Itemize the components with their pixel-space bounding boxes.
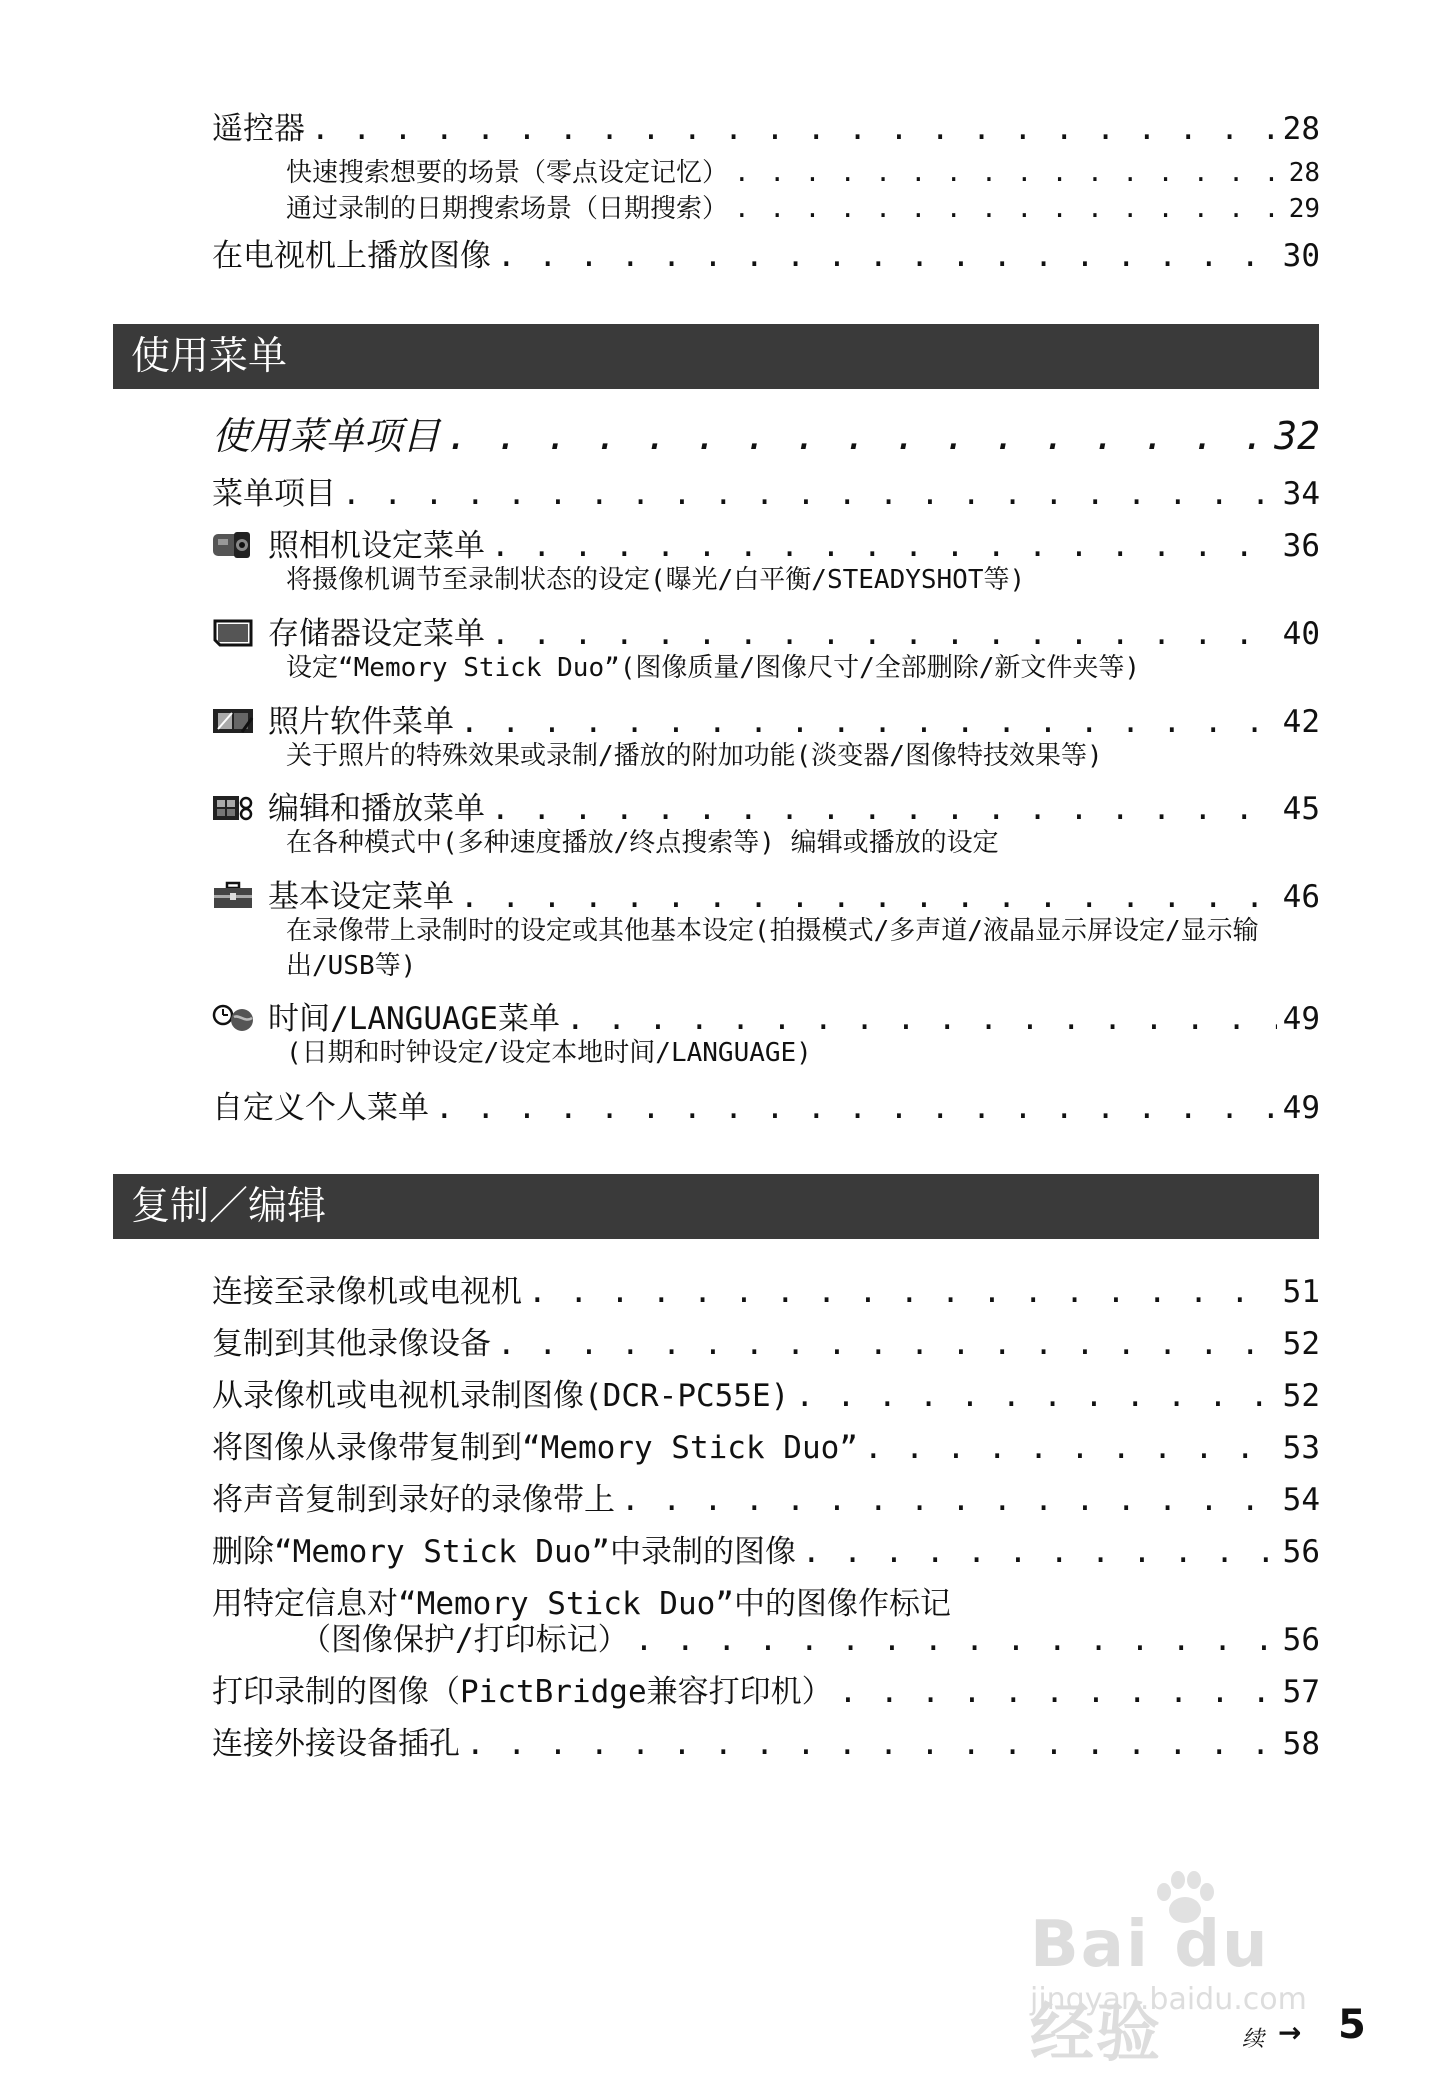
toc-entry-connect-vcr-tv[interactable] — [212, 1266, 1320, 1311]
entry-page: 42 — [1282, 704, 1320, 740]
edit-playback-icon — [212, 793, 254, 823]
leader-dots — [466, 1726, 1277, 1762]
arrow-right-icon: → — [1278, 2016, 1302, 2049]
continued-label: 续 — [1242, 2027, 1265, 2052]
entry-page: 28 — [1282, 111, 1320, 147]
leader-dots — [491, 791, 1277, 827]
entry-title: 编辑和播放菜单 — [268, 791, 485, 827]
entry-page: 28 — [1288, 158, 1320, 188]
toc-entry-time-language-menu[interactable] — [212, 993, 1320, 1038]
entry-title: 基本设定菜单 — [268, 879, 454, 915]
entry-title: 将图像从录像带复制到“Memory Stick Duo” — [212, 1430, 858, 1466]
leader-dots — [839, 1674, 1277, 1710]
toc-entry-date-search[interactable] — [286, 188, 1320, 225]
toc-entry-record-from-vcr[interactable] — [212, 1370, 1320, 1415]
leader-dots — [864, 1430, 1277, 1466]
picture-application-icon — [212, 706, 254, 736]
entry-title: 将声音复制到录好的录像带上 — [212, 1482, 615, 1518]
leader-dots — [446, 414, 1268, 458]
leader-dots — [795, 1378, 1276, 1414]
camera-set-icon — [212, 530, 254, 560]
page-number: 5 — [1338, 2002, 1366, 2048]
toolbox-icon — [212, 881, 254, 911]
entry-page: 34 — [1282, 476, 1320, 512]
entry-page: 36 — [1282, 528, 1320, 564]
entry-page: 49 — [1282, 1090, 1320, 1126]
entry-page: 52 — [1282, 1326, 1320, 1362]
toc-entry-picture-application-menu[interactable] — [212, 696, 1320, 741]
leader-dots — [435, 1090, 1277, 1126]
entry-title: 时间/LANGUAGE菜单 — [268, 1001, 560, 1037]
leader-dots — [621, 1482, 1277, 1518]
entry-description: 将摄像机调节至录制状态的设定(曝光/白平衡/STEADYSHOT等) — [286, 565, 1026, 595]
section-heading-dubbing-editing: 复制／编辑 — [113, 1174, 1319, 1239]
clock-globe-icon — [212, 1003, 254, 1033]
entry-title: 快速搜索想要的场景（零点设定记忆） — [286, 158, 729, 188]
leader-dots — [497, 238, 1277, 274]
entry-title: 照相机设定菜单 — [268, 528, 485, 564]
toc-entry-play-on-tv[interactable] — [212, 230, 1320, 275]
toc-entry-external-jacks[interactable] — [212, 1718, 1320, 1763]
leader-dots — [342, 476, 1277, 512]
entry-title: 从录像机或电视机录制图像(DCR-PC55E) — [212, 1378, 790, 1414]
entry-title: 打印录制的图像（PictBridge兼容打印机） — [212, 1674, 833, 1710]
entry-page: 29 — [1288, 194, 1320, 224]
leader-dots — [460, 879, 1277, 915]
entry-title: 通过录制的日期搜索场景（日期搜索） — [286, 194, 729, 224]
baidu-watermark — [1030, 1870, 1350, 2071]
entry-page: 56 — [1282, 1622, 1320, 1658]
entry-page: 54 — [1282, 1482, 1320, 1518]
toc-entry-menu-items[interactable] — [212, 468, 1320, 513]
entry-page: 52 — [1282, 1378, 1320, 1414]
leader-dots — [528, 1274, 1277, 1310]
entry-title: 使用菜单项目 — [212, 414, 441, 458]
section-heading-using-menu: 使用菜单 — [113, 324, 1319, 389]
entry-description: 在录像带上录制时的设定或其他基本设定(拍摄模式/多声道/液晶显示屏设定/显示输出/USB等) — [286, 916, 1259, 981]
toc-entry-edit-playback-menu[interactable] — [212, 783, 1320, 828]
toc-entry-personal-menu[interactable] — [212, 1082, 1320, 1127]
entry-page: 40 — [1282, 616, 1320, 652]
toc-entry-delete-images[interactable] — [212, 1526, 1320, 1571]
entry-page: 49 — [1282, 1001, 1320, 1037]
entry-title: （图像保护/打印标记） — [300, 1622, 629, 1658]
memory-stick-icon — [212, 618, 254, 648]
leader-dots — [311, 111, 1277, 147]
entry-page: 56 — [1282, 1534, 1320, 1570]
leader-dots — [491, 528, 1277, 564]
entry-title: 照片软件菜单 — [268, 704, 454, 740]
leader-dots — [635, 1622, 1277, 1658]
entry-title: 连接外接设备插孔 — [212, 1726, 460, 1762]
leader-dots — [566, 1001, 1277, 1037]
leader-dots — [734, 158, 1283, 188]
entry-page: 30 — [1282, 238, 1320, 274]
entry-page: 46 — [1282, 879, 1320, 915]
entry-description: (日期和时钟设定/设定本地时间/LANGUAGE) — [286, 1038, 812, 1068]
entry-page: 51 — [1282, 1274, 1320, 1310]
entry-description: 关于照片的特殊效果或录制/播放的附加功能(淡变器/图像特技效果等) — [286, 741, 1103, 771]
watermark-url: jingyan.baidu.com — [1030, 1982, 1307, 2017]
leader-dots — [460, 704, 1277, 740]
entry-page: 32 — [1274, 414, 1320, 458]
entry-title: 删除“Memory Stick Duo”中录制的图像 — [212, 1534, 796, 1570]
toc-entry-audio-dubbing[interactable] — [212, 1474, 1320, 1519]
entry-title: 存储器设定菜单 — [268, 616, 485, 652]
toc-entry-camera-set-menu[interactable] — [212, 520, 1320, 565]
entry-description: 设定“Memory Stick Duo”(图像质量/图像尺寸/全部删除/新文件夹等) — [286, 653, 1141, 683]
entry-page: 58 — [1282, 1726, 1320, 1762]
toc-entry-dub-to-other-device[interactable] — [212, 1318, 1320, 1363]
toc-entry-memory-stick-set-menu[interactable] — [212, 608, 1320, 653]
leader-dots — [497, 1326, 1277, 1362]
toc-entry-dub-tape-to-stick[interactable] — [212, 1422, 1320, 1467]
leader-dots — [491, 616, 1277, 652]
watermark-brand: Bai du 经验 — [1030, 1908, 1270, 2071]
entry-title: 用特定信息对“Memory Stick Duo”中的图像作标记 — [212, 1586, 951, 1622]
entry-page: 53 — [1282, 1430, 1320, 1466]
entry-title: 自定义个人菜单 — [212, 1090, 429, 1126]
entry-title: 遥控器 — [212, 111, 305, 147]
entry-title: 复制到其他录像设备 — [212, 1326, 491, 1362]
entry-title: 连接至录像机或电视机 — [212, 1274, 522, 1310]
entry-title: 菜单项目 — [212, 476, 336, 512]
leader-dots — [802, 1534, 1277, 1570]
toc-entry-using-menu-items[interactable] — [212, 405, 1320, 460]
entry-page: 45 — [1282, 791, 1320, 827]
toc-entry-mark-images-line2[interactable] — [300, 1614, 1320, 1659]
toc-entry-print-images[interactable] — [212, 1666, 1320, 1711]
toc-entry-zero-set-memory[interactable] — [286, 152, 1320, 189]
leader-dots — [734, 194, 1283, 224]
toc-entry-standard-set-menu[interactable] — [212, 871, 1320, 916]
entry-title: 在电视机上播放图像 — [212, 238, 491, 274]
entry-description: 在各种模式中(多种速度播放/终点搜索等) 编辑或播放的设定 — [286, 828, 999, 858]
entry-page: 57 — [1282, 1674, 1320, 1710]
toc-entry-remote-commander[interactable] — [212, 103, 1320, 148]
